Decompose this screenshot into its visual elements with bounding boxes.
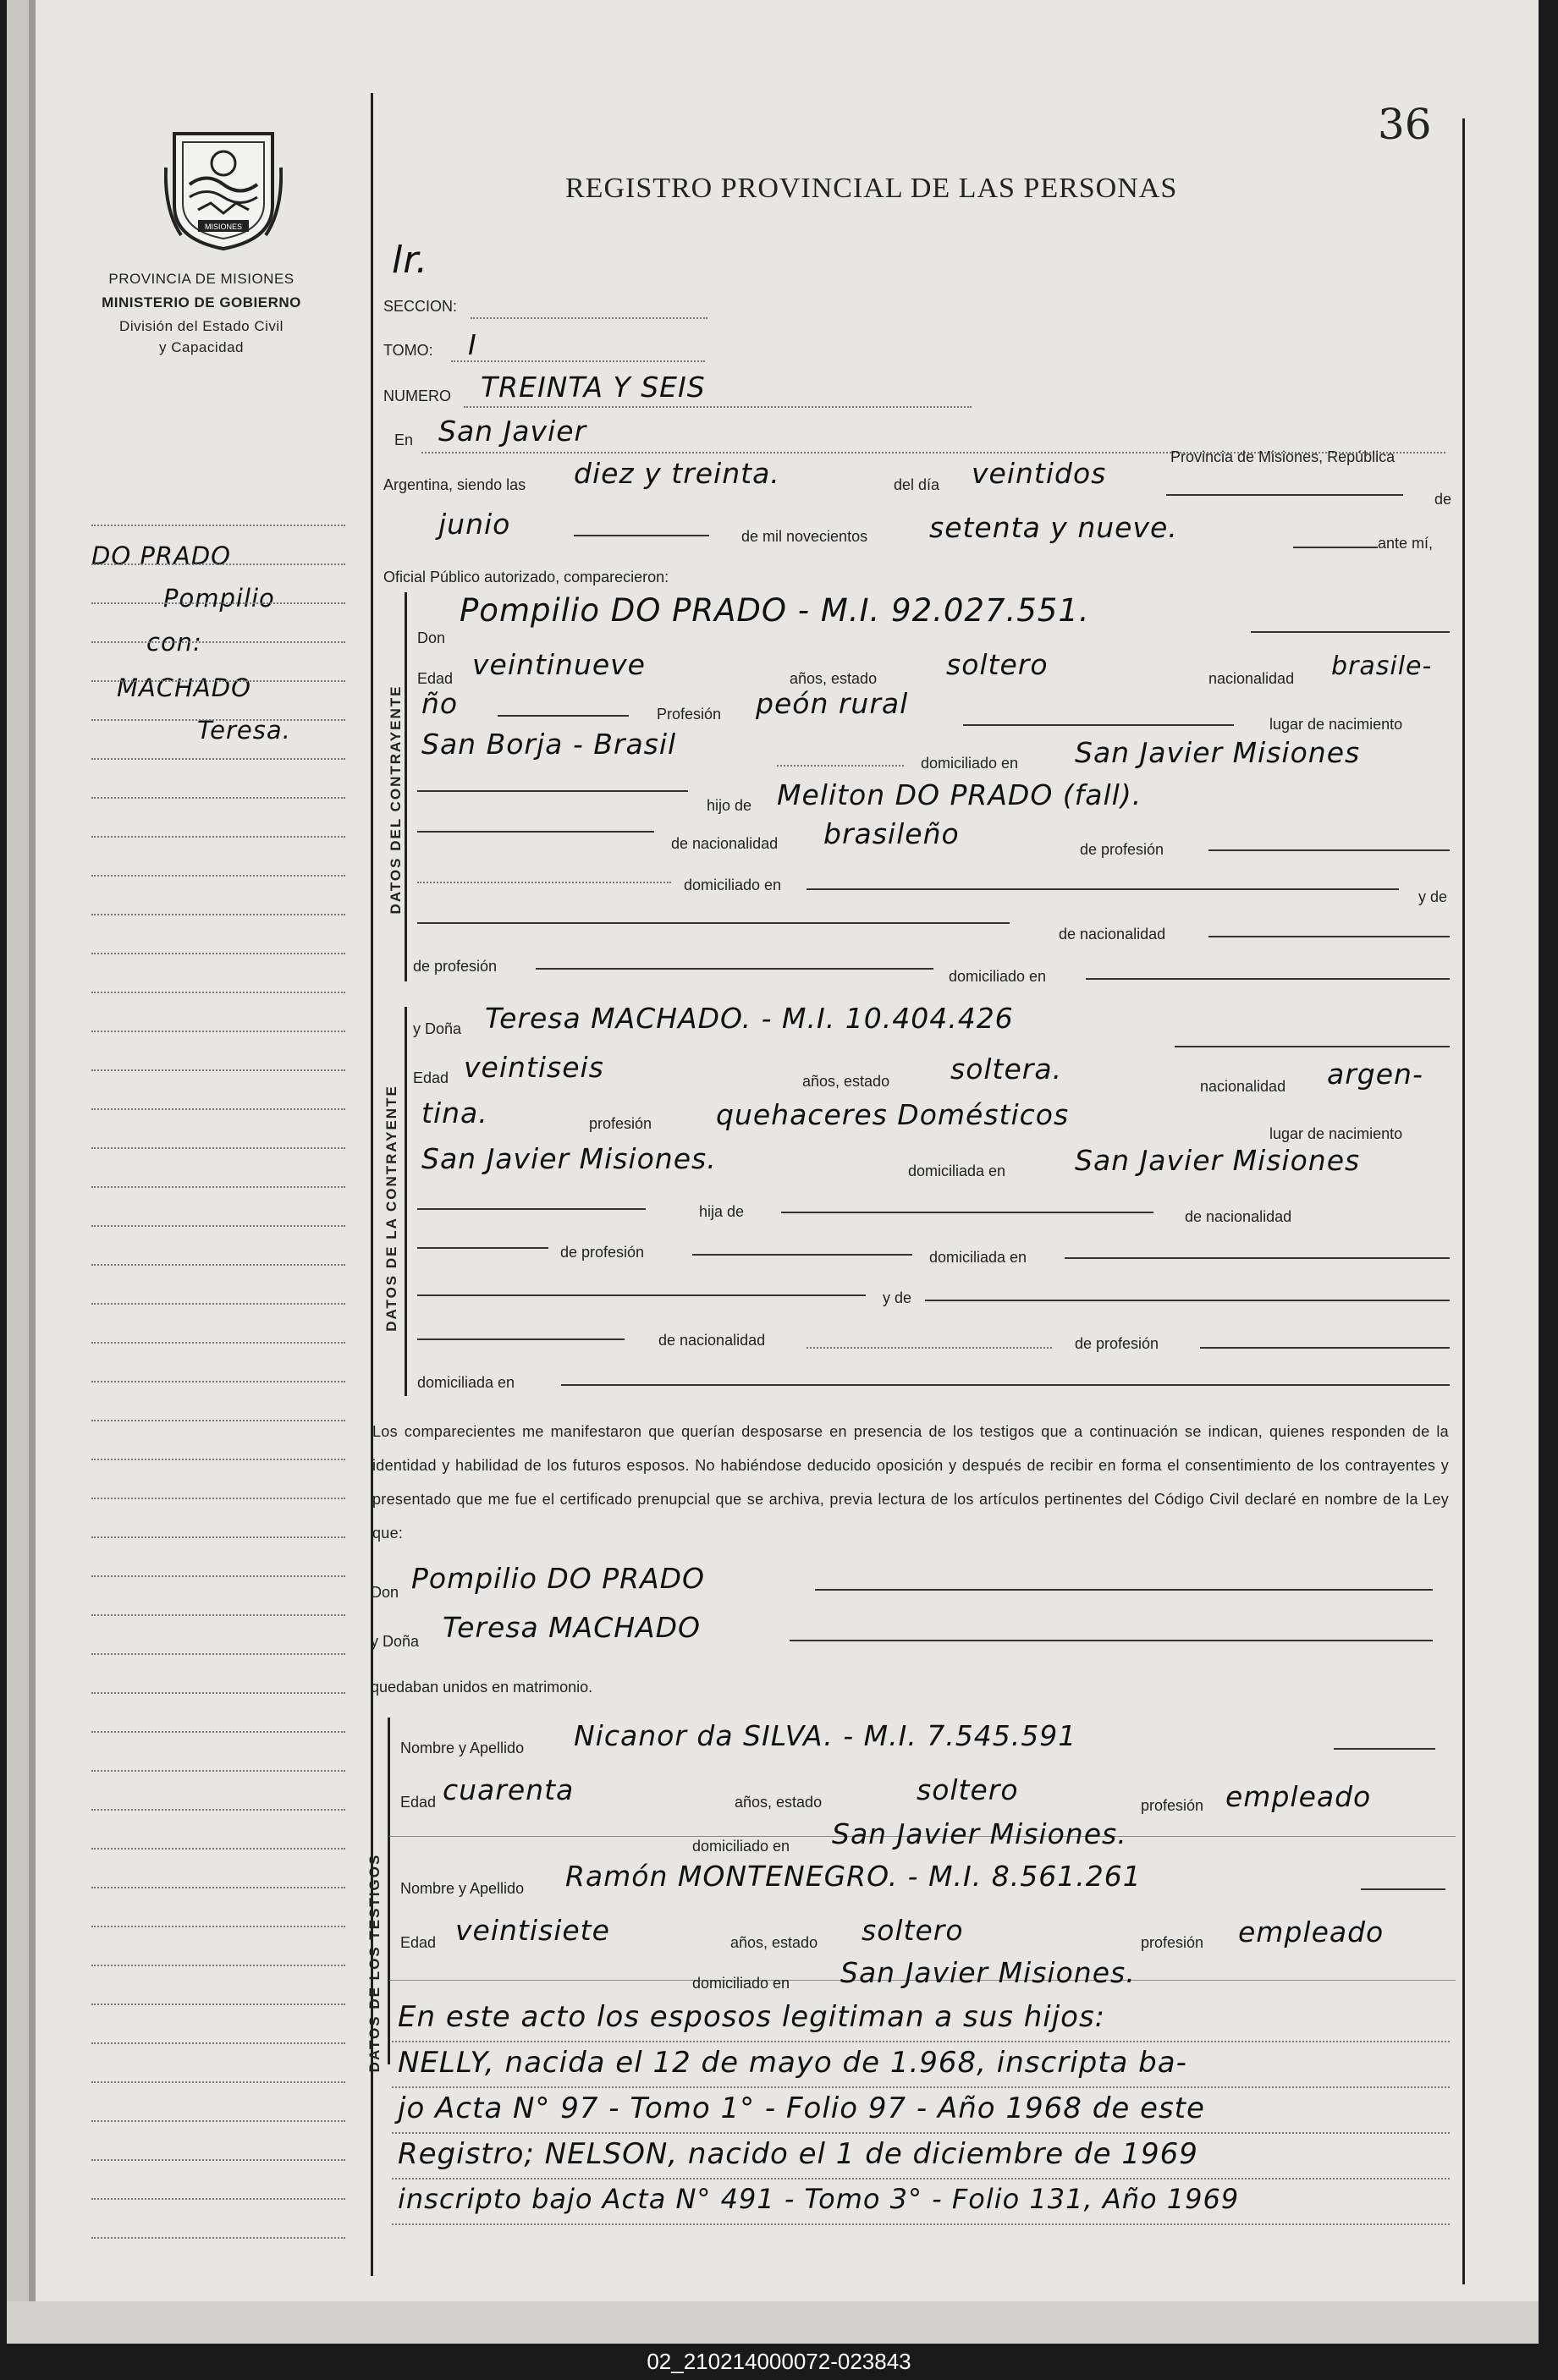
bride-name-line (1175, 1046, 1450, 1047)
year-value: setenta y nueve. (929, 511, 1178, 544)
f-padre-line-2 (692, 1254, 912, 1256)
margin-rule-line (91, 1809, 345, 1811)
margin-rule-line (91, 2003, 345, 2005)
margin-rule-line (91, 797, 345, 799)
margin-rule-line (91, 719, 345, 721)
en-value: San Javier (438, 415, 587, 448)
de-nacionalidad-label-f2: de nacionalidad (658, 1332, 766, 1349)
nacionalidad-line (498, 715, 629, 717)
margin-rule-line (91, 1381, 345, 1382)
padre-nac-line-1 (417, 831, 654, 833)
bride-name: Teresa MACHADO. - M.I. 10.404.426 (485, 1002, 1014, 1035)
ante-mi-label: ante mí, (1378, 535, 1434, 552)
lugar-line (777, 765, 904, 767)
annotation-rule-4 (392, 2178, 1450, 2179)
w2-anos-estado: años, estado (730, 1934, 818, 1951)
decl-dona-label: y Doña (371, 1633, 420, 1650)
f-padre-line-3 (1065, 1257, 1450, 1259)
tomo-line (451, 360, 705, 362)
margin-rule-line (91, 1926, 345, 1927)
padre-value: Meliton DO PRADO (fall). (777, 778, 1142, 811)
de-nacionalidad-label: de nacionalidad (671, 835, 779, 852)
margin-rule-line (91, 1536, 345, 1538)
provincial-seal (164, 125, 283, 252)
margin-rule-line (91, 641, 345, 643)
w1-anos-estado: años, estado (735, 1794, 823, 1811)
domiciliada-en-label-f2: domiciliada en (417, 1374, 515, 1391)
margin-rule-line (91, 1264, 345, 1266)
profesion-value: peón rural (756, 687, 909, 720)
padre-dom-line-1 (417, 882, 671, 883)
don-label: Don (417, 629, 446, 646)
margin-rule-line (91, 1848, 345, 1850)
margin-rule-line (91, 1342, 345, 1344)
annotation-line-3: jo Acta N° 97 - Tomo 1° - Folio 97 - Año 1968 de este (398, 2091, 1205, 2125)
w2-profesion: empleado (1238, 1916, 1385, 1949)
margin-rule-line (91, 758, 345, 760)
margin-rule-line (91, 875, 345, 877)
margin-note-line-4: MACHADO (117, 673, 251, 702)
de-profesion-label-2: de profesión (413, 958, 498, 975)
margin-rule-line (91, 1575, 345, 1577)
annotation-rule-2 (392, 2086, 1450, 2088)
page-number: 36 (1378, 100, 1432, 149)
margin-rule-line (91, 2042, 345, 2044)
margin-rule-line (91, 1653, 345, 1655)
margin-rule-line (91, 1887, 345, 1888)
profesion-line (963, 724, 1234, 726)
contrayente-bracket (405, 592, 407, 981)
domiciliado-en-label: domiciliado en (684, 877, 782, 893)
register-page (7, 0, 1539, 2344)
main-title: REGISTRO PROVINCIAL DE LAS PERSONAS (565, 173, 1178, 204)
lugar-value-f: San Javier Misiones. (421, 1142, 717, 1175)
w2-edad-label: Edad (400, 1934, 437, 1951)
binding-gutter (29, 0, 36, 2344)
seal-label: MISIONES (204, 223, 243, 231)
margin-rule-line (91, 1692, 345, 1694)
right-frame-line (1462, 118, 1465, 2284)
margin-rule-line (91, 1069, 345, 1071)
margin-rule-line (91, 1965, 345, 1966)
w2-profesion-label: profesión (1141, 1934, 1204, 1951)
profesion-label: Profesión (657, 706, 722, 723)
padre-dom-line-2 (807, 888, 1399, 890)
seccion-line (471, 317, 707, 319)
de-profesion-label-f: de profesión (560, 1244, 645, 1261)
annotation-line-2: NELLY, nacida el 12 de mayo de 1.968, inscripta ba- (398, 2046, 1187, 2080)
profesion-value-f: quehaceres Domésticos (716, 1098, 1070, 1131)
oficial-text: Oficial Público autorizado, comparecieron: (383, 569, 669, 585)
margin-rule-line (91, 2237, 345, 2239)
domicilio-value-f: San Javier Misiones (1075, 1144, 1361, 1177)
day-line (1166, 494, 1403, 496)
lugar-label: lugar de nacimiento (1269, 716, 1403, 733)
margin-rule-line (91, 2120, 345, 2122)
margin-note-line-5: Teresa. (197, 716, 291, 745)
domiciliado-en-label-2: domiciliado en (949, 968, 1047, 985)
anos-estado-label: años, estado (790, 670, 878, 687)
madre-prof-line (536, 968, 933, 970)
org-line-4: y Capacidad (158, 339, 244, 355)
w2-name-line (1361, 1888, 1445, 1890)
w1-edad: cuarenta (443, 1773, 575, 1806)
margin-rule-line (91, 2198, 345, 2200)
contrayenta-section-label: DATOS DE LA CONTRAYENTE (383, 1085, 399, 1332)
lugar-value: San Borja - Brasil (421, 728, 677, 761)
w1-profesion: empleado (1225, 1780, 1372, 1813)
w2-domiciliado-label: domiciliado en (692, 1975, 790, 1992)
profesion-label-f: profesión (589, 1115, 652, 1132)
w2-name: Ramón MONTENEGRO. - M.I. 8.561.261 (565, 1860, 1142, 1893)
margin-rule-line (91, 1031, 345, 1032)
de-mil-label: de mil novecientos (741, 528, 868, 545)
de-profesion-label: de profesión (1080, 841, 1164, 858)
initial-mark: lr. (392, 239, 429, 282)
f-padre-line-1 (417, 1247, 548, 1249)
declaration-paragraph: Los comparecientes me manifestaron que querían desposarse en presencia de los testigos que a continuación se indican, quienes responden de la identidad y habilidad de los futuros esposos. No habiéndose deducido oposición y después de recibir en forma el consentimiento de los contrayentes y presentado que me fue el certificado prenupcial que se archiva, previa lectura de los artículos pertinentes del Código Civil declaré en nombre de la Ley que: (372, 1423, 1449, 1542)
margin-note-line-2: Pompilio (163, 584, 275, 613)
de-label: de (1434, 491, 1452, 508)
org-line-2: MINISTERIO DE GOBIERNO (102, 294, 301, 311)
argentina-text: Argentina, siendo las (383, 476, 526, 493)
contrayenta-bracket (405, 1007, 407, 1396)
contrayente-section-label: DATOS DEL CONTRAYENTE (388, 684, 404, 915)
margin-note-line-3: con: (146, 628, 202, 657)
w1-estado: soltero (917, 1773, 1019, 1806)
margin-rule-line (91, 563, 345, 565)
padre-nac-value: brasileño (823, 817, 960, 850)
anos-estado-label-f: años, estado (802, 1073, 890, 1090)
de-profesion-label-f2: de profesión (1075, 1335, 1159, 1352)
margin-rule-line (91, 914, 345, 915)
estado-value-f: soltera. (950, 1053, 1063, 1086)
madre-line-1 (417, 922, 1010, 924)
nacionalidad-value-f-1: argen- (1327, 1058, 1423, 1091)
w1-domiciliado-label: domiciliado en (692, 1838, 790, 1855)
del-dia-label: del día (894, 476, 940, 493)
hija-de-label: hija de (699, 1203, 745, 1220)
w2-domicilio: San Javier Misiones. (840, 1956, 1136, 1989)
file-id-footer: 02_210214000072-023843 (0, 2344, 1558, 2380)
margin-rule-line (91, 1731, 345, 1733)
hour-value: diez y treinta. (574, 457, 780, 490)
f-madre-line-1 (417, 1294, 866, 1296)
decl-don-label: Don (371, 1584, 399, 1601)
dona-label: y Doña (413, 1020, 462, 1037)
margin-rule-line (91, 1614, 345, 1616)
w2-edad: veintisiete (455, 1914, 610, 1947)
day-value: veintidos (972, 457, 1107, 490)
annotation-line-1: En este acto los esposos legitiman a sus hijos: (398, 2000, 1106, 2034)
numero-label: NUMERO (383, 388, 451, 404)
domiciliada-en-label: domiciliada en (929, 1249, 1027, 1266)
hija-line-1 (417, 1208, 646, 1210)
margin-rule-line (91, 1459, 345, 1460)
margin-rule-line (91, 1186, 345, 1188)
seccion-label: SECCION: (383, 298, 458, 315)
margin-rule-line (91, 2081, 345, 2083)
month-line (574, 535, 709, 536)
testigos-bracket (388, 1718, 390, 2064)
de-nacionalidad-label-2: de nacionalidad (1059, 926, 1166, 943)
decl-closing: quedaban unidos en matrimonio. (371, 1679, 593, 1696)
tomo-label: TOMO: (383, 342, 433, 359)
margin-rule-line (91, 602, 345, 604)
nacionalidad-value-1: brasile- (1331, 651, 1433, 681)
en-label: En (394, 431, 414, 448)
margin-rule-line (91, 953, 345, 954)
margin-rule-line (91, 1420, 345, 1421)
margin-rule-line (91, 1225, 345, 1227)
org-line-3: División del Estado Civil (119, 318, 284, 334)
madre-nac-line (1208, 936, 1450, 937)
f-madre-line-6 (561, 1384, 1450, 1386)
domicilio-value: San Javier Misiones (1075, 736, 1361, 769)
margin-rule-line (91, 992, 345, 993)
groom-name: Pompilio DO PRADO - M.I. 92.027.551. (460, 592, 1090, 629)
margin-rule-line (91, 1147, 345, 1149)
hijo-line-1 (417, 790, 688, 792)
domiciliado-label: domiciliado en (921, 755, 1019, 772)
w1-name: Nicanor da SILVA. - M.I. 7.545.591 (574, 1719, 1077, 1752)
de-nacionalidad-label-f: de nacionalidad (1185, 1208, 1292, 1225)
decl-bride-line (790, 1640, 1433, 1641)
month-value: junio (438, 508, 511, 541)
y-de-label-f: y de (883, 1289, 912, 1306)
w2-nombre-label: Nombre y Apellido (400, 1880, 525, 1897)
groom-name-line (1251, 631, 1450, 633)
nacionalidad-value-f-2: tina. (421, 1097, 488, 1130)
edad-value: veintinueve (472, 648, 646, 681)
w1-domicilio: San Javier Misiones. (832, 1817, 1127, 1850)
margin-rule-line (91, 836, 345, 838)
margin-rule-line (91, 680, 345, 682)
org-line-1: PROVINCIA DE MISIONES (108, 271, 295, 287)
annotation-line-4: Registro; NELSON, nacido el 1 de diciembre de 1969 (398, 2137, 1198, 2171)
hijo-de-label: hijo de (707, 797, 752, 814)
decl-groom-line (815, 1589, 1433, 1591)
left-page-trim (7, 0, 29, 2344)
f-madre-line-4 (807, 1347, 1052, 1349)
provincia-text: Provincia de Misiones, República (1170, 448, 1396, 465)
hija-line-2 (781, 1212, 1153, 1213)
lugar-label-f: lugar de nacimiento (1269, 1125, 1403, 1142)
w1-nombre-label: Nombre y Apellido (400, 1740, 525, 1756)
margin-note-line-1: DO PRADO (91, 541, 232, 570)
tomo-value: I (468, 328, 477, 361)
year-line (1293, 547, 1378, 548)
edad-value-f: veintiseis (464, 1051, 604, 1084)
numero-value: TREINTA Y SEIS (481, 371, 706, 404)
domiciliada-label: domiciliada en (908, 1163, 1006, 1179)
annotation-rule-5 (392, 2223, 1450, 2225)
w1-edad-label: Edad (400, 1794, 437, 1811)
decl-bride: Teresa MACHADO (443, 1611, 702, 1644)
nacionalidad-label: nacionalidad (1208, 670, 1295, 687)
f-madre-line-3 (417, 1338, 625, 1340)
margin-rule-line (91, 1498, 345, 1499)
w1-name-line (1334, 1748, 1435, 1750)
testigos-section-label: DATOS DE LOS TESTIGOS (366, 1853, 383, 2073)
margin-rule-line (91, 1770, 345, 1772)
margin-rule-line (91, 1303, 345, 1305)
margin-rule-line (91, 1108, 345, 1110)
page-bottom-edge (7, 2301, 1539, 2344)
numero-line (464, 406, 972, 408)
madre-dom-line (1086, 978, 1450, 980)
nacionalidad-label-f: nacionalidad (1200, 1078, 1286, 1095)
annotation-rule-1 (392, 2041, 1450, 2042)
margin-rule-line (91, 2159, 345, 2161)
annotation-line-5: inscripto bajo Acta N° 491 - Tomo 3° - Folio 131, Año 1969 (398, 2183, 1240, 2215)
org-block (41, 267, 362, 357)
edad-label-f: Edad (413, 1069, 449, 1086)
estado-value: soltero (946, 648, 1049, 681)
padre-prof-line (1208, 849, 1450, 851)
edad-label: Edad (417, 670, 454, 687)
decl-groom: Pompilio DO PRADO (411, 1562, 706, 1595)
w1-profesion-label: profesión (1141, 1797, 1204, 1814)
f-madre-line-5 (1200, 1347, 1450, 1349)
f-madre-line-2 (925, 1300, 1450, 1301)
annotation-rule-3 (392, 2132, 1450, 2134)
margin-rule-line (91, 525, 345, 526)
y-de-label: y de (1418, 888, 1448, 905)
w2-estado: soltero (862, 1914, 964, 1947)
nacionalidad-value-2: ño (421, 687, 459, 720)
